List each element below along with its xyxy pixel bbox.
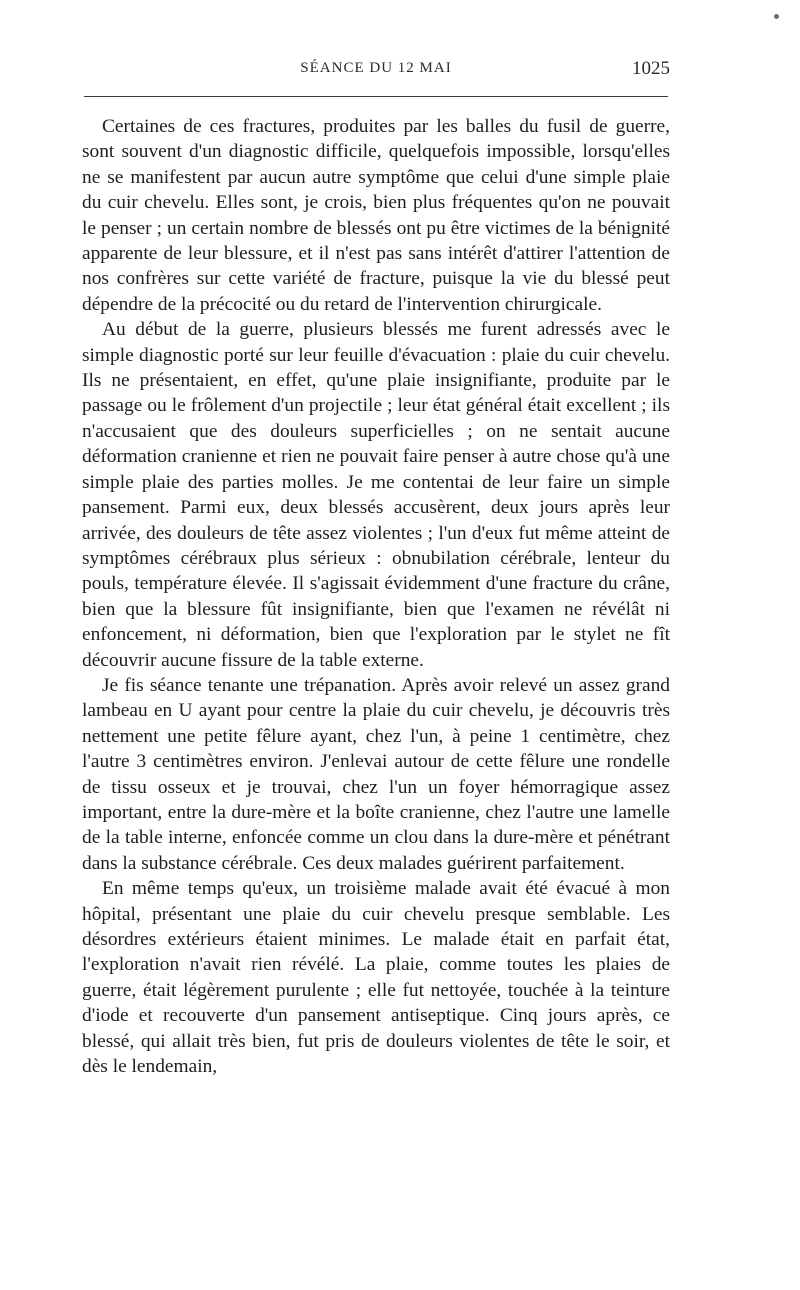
body-text [82, 114, 670, 1079]
paragraph-1: Certaines de ces fractures, produites par les balles du fusil de guerre, sont souvent d'un diagnostic difficile, quelquefois impossible, lorsqu'elles ne se manifestent par aucun autre symptôme que celui d'une simple plaie du cuir chevelu. Elles sont, je crois, bien plus fréquentes qu'on ne pouvait le penser ; un certain nombre de blessés ont pu être victimes de la bénignité apparente de leur blessure, et il n'est pas sans intérêt d'attirer l'attention de nos confrères sur cette variété de fracture, puisque la vie du blessé peut dépendre de la précocité ou du retard de l'intervention chirurgicale. [82, 116, 670, 315]
running-title: SÉANCE DU 12 MAI [300, 60, 452, 76]
paragraph-4: En même temps qu'eux, un troisième malade avait été évacué à mon hôpital, présentant une plaie du cuir chevelu presque semblable. Les désordres extérieurs étaient minimes. Le malade était en parfait état, l'exploration n'avait rien révélé. La plaie, comme toutes les plaies de guerre, était légèrement purulente ; elle fut nettoyée, touchée à la teinture d'iode et recouverte d'un pansement antiseptique. Cinq jours après, ce blessé, qui allait très bien, fut pris de douleurs violentes de tête le soir, et dès le lendemain, [82, 878, 670, 1078]
header-rule [84, 96, 668, 97]
paragraph-2: Au début de la guerre, plusieurs blessés me furent adressés avec le simple diagnostic porté sur leur feuille d'évacuation : plaie du cuir chevelu. Ils ne présentaient, en effet, qu'une plaie insignifiante, produite par le passage ou le frôlement d'un projectile ; leur état général était excellent ; ils n'accusaient que des douleurs superficielles ; on ne sentait aucune déformation cranienne et rien ne pouvait faire penser à autre chose qu'à une simple plaie des parties molles. Je me contentai de leur faire un simple pansement. Parmi eux, deux blessés accusèrent, deux jours après leur arrivée, des douleurs de tête assez violentes ; l'un d'eux fut même atteint de symptômes cérébraux plus sérieux : obnubilation cérébrale, lenteur du pouls, température élevée. Il s'agissait évidemment d'une fracture du crâne, bien que la blessure fût insignifiante, bien que l'examen ne révélât ni enfoncement, ni déformation, bien que l'exploration par le stylet ne fît découvrir aucune fissure de la table externe. [82, 319, 670, 671]
paragraph-3: Je fis séance tenante une trépanation. Après avoir relevé un assez grand lambeau en U ayant pour centre la plaie du cuir chevelu, je découvris très nettement une petite fêlure ayant, chez l'un, à peine 1 centimètre, chez l'autre 3 centimètres environ. J'enlevai autour de cette fêlure une rondelle de tissu osseux et je trouvai, chez l'un un foyer hémorragique assez important, entre la dure-mère et la boîte cranienne, chez l'autre une lamelle de la table interne, enfoncée comme un clou dans la dure-mère et pénétrant dans la substance cérébrale. Ces deux malades guérirent parfaitement. [82, 674, 670, 874]
ink-dot [774, 14, 779, 19]
running-head [82, 58, 670, 86]
page-number: 1025 [632, 58, 670, 79]
